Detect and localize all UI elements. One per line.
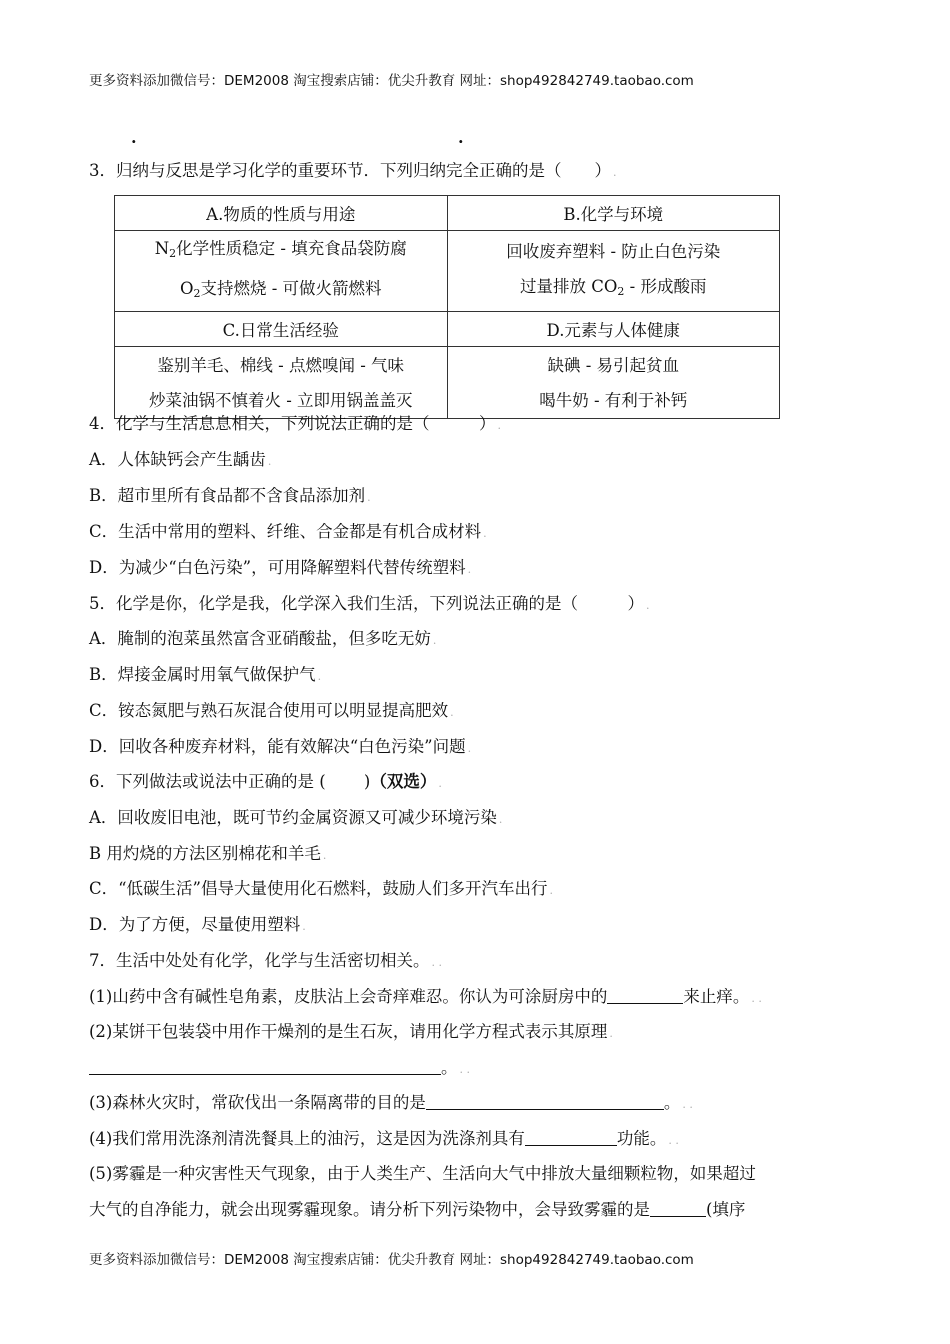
q3-a-line1-post: 化学性质稳定 - 填充食品袋防腐 (176, 239, 407, 258)
q6-option-c-text: C．“低碳生活”倡导大量使用化石燃料，鼓励人们多开汽车出行 (89, 879, 548, 898)
q3-a-line1-pre: N (154, 239, 170, 258)
q5-option-c-text: C．铵态氮肥与熟石灰混合使用可以明显提高肥效 (89, 701, 449, 720)
q7-part-2-end: 。 (441, 1058, 458, 1077)
q4-stem-text: 4．化学与生活息息相关，下列说法正确的是（ ） (89, 414, 496, 433)
q7-part-1-blank[interactable] (607, 987, 683, 1004)
q3-a-line1-sub: 2 (169, 247, 177, 260)
q7-stem-text: 7．生活中处处有化学，化学与生活密切相关。 (89, 951, 430, 970)
q7-part-5-pre: 大气的自净能力，就会出现雾霾现象。请分析下列污染物中，会导致雾霾的是 (89, 1200, 650, 1219)
q3-d-line1: 缺碘 - 易引起贫血 (547, 355, 680, 375)
q3-b-line2-pre: 过量排放 CO (520, 276, 618, 296)
q3-c-line1: 鉴别羊毛、棉线 - 点燃嗅闻 - 气味 (157, 355, 405, 375)
q5-option-c (89, 700, 454, 724)
q5-option-a-text: A．腌制的泡菜虽然富含亚硝酸盐，但多吃无妨 (89, 629, 431, 648)
q7-part-4 (89, 1128, 679, 1152)
q7-part-5-line1: (5)雾霾是一种灾害性天气现象，由于人类生产、生活向大气中排放大量细颗粒物，如果超过 (89, 1164, 756, 1183)
page-header: 更多资料添加微信号：DEM2008 淘宝搜索店铺：优尖升教育 网址：shop492842749.taobao.com (89, 73, 694, 89)
page-footer: 更多资料添加微信号：DEM2008 淘宝搜索店铺：优尖升教育 网址：shop492842749.taobao.com (89, 1252, 694, 1268)
q5-stem-text: 5．化学是你，化学是我，化学深入我们生活，下列说法正确的是（ ） (89, 594, 644, 613)
q4-option-d-text: D．为减少“白色污染”，可用降解塑料代替传统塑料 (89, 558, 466, 577)
paragraph-mark: . (613, 166, 617, 179)
q5-option-d (89, 736, 471, 760)
q3-table (114, 195, 780, 419)
paragraph-mark: . (367, 491, 371, 504)
q4-option-a (89, 449, 271, 473)
q3-b-line2-sub: 2 (617, 284, 625, 298)
q6-option-a-text: A．回收废旧电池，既可节约金属资源又可减少环境污染 (89, 808, 497, 827)
paragraph-mark: . . (459, 1063, 470, 1076)
q3-stem (89, 160, 617, 184)
q3-cell-d-head: D.元素与人体健康 (447, 312, 780, 347)
paragraph-mark: . (450, 706, 454, 719)
dot-mark-left: . (131, 128, 137, 147)
q6-option-a (89, 807, 502, 831)
q7-part-5-post: (填序 (706, 1200, 746, 1219)
q7-part-2-blank[interactable] (89, 1058, 441, 1075)
q7-part-3-blank[interactable] (426, 1093, 664, 1110)
paragraph-mark: . (322, 849, 327, 862)
q4-option-b (89, 485, 371, 509)
q6-option-c (89, 878, 553, 902)
q5-option-b (89, 664, 321, 688)
q5-option-d-text: D．回收各种废弃材料，能有效解决“白色污染”问题 (89, 737, 466, 756)
q3-a-line2 (119, 271, 443, 311)
q7-part-4-pre: (4)我们常用洗涤剂清洗餐具上的油污，这是因为洗涤剂具有 (89, 1129, 525, 1148)
q5-option-b-text: B．焊接金属时用氧气做保护气 (89, 665, 316, 684)
q7-part-3-post: 。 (663, 1093, 681, 1112)
paragraph-mark: . (646, 599, 650, 612)
q3-a-line2-post: 支持燃烧 - 可做火箭燃料 (200, 279, 382, 298)
q5-stem (89, 593, 650, 617)
q4-option-c (89, 521, 487, 545)
q3-cell-b-head: B.化学与环境 (447, 196, 780, 231)
paragraph-mark: . (483, 527, 487, 540)
q7-part-2-answer (89, 1057, 470, 1081)
q3-cell-c-body (115, 347, 448, 419)
q3-b-line1: 回收废弃塑料 - 防止白色污染 (506, 241, 721, 261)
q7-part-2 (89, 1021, 613, 1045)
paragraph-mark: . (498, 813, 503, 826)
q7-part-5-blank[interactable] (650, 1200, 706, 1217)
q3-a-line1 (119, 231, 443, 271)
paragraph-mark: . (438, 777, 442, 790)
paragraph-mark: . (609, 1027, 613, 1040)
q3-cell-a-body (115, 231, 448, 312)
q7-stem (89, 950, 442, 974)
q6-option-b-text: B 用灼烧的方法区别棉花和羊毛 (89, 844, 321, 863)
q7-part-1-post: 来止痒。 (683, 987, 750, 1006)
paragraph-mark: . (497, 419, 501, 432)
q4-option-b-text: B．超市里所有食品都不含食品添加剂 (89, 486, 366, 505)
q6-option-b (89, 843, 326, 867)
q3-stem-text: 3．归纳与反思是学习化学的重要环节．下列归纳完全正确的是（ ） (89, 161, 611, 180)
q6-option-d (89, 914, 306, 938)
q6-option-d-text: D．为了方便，尽量使用塑料 (89, 915, 301, 934)
q3-cell-c-head: C.日常生活经验 (115, 312, 448, 347)
paragraph-mark: . (549, 884, 553, 897)
dot-mark-right: . (458, 128, 464, 147)
paragraph-mark: . (467, 742, 472, 755)
q3-b-line2-post: - 形成酸雨 (624, 276, 707, 296)
q3-cell-b-body (447, 231, 780, 312)
q5-option-a (89, 628, 436, 652)
q7-part-5-line2 (89, 1199, 745, 1221)
paragraph-mark: . (302, 920, 306, 933)
q3-d-line2: 喝牛奶 - 有利于补钙 (539, 390, 688, 410)
paragraph-mark: . (432, 634, 437, 647)
q6-stem (89, 771, 442, 795)
q6-double-select-tag: （双选） (370, 772, 437, 791)
q7-part-3-pre: (3)森林火灾时，常砍伐出一条隔离带的目的是 (89, 1093, 426, 1112)
paragraph-mark: . (267, 455, 272, 468)
q6-stem-text: 6．下列做法或说法中正确的是 ( ) (89, 772, 371, 791)
paragraph-mark: . (317, 670, 322, 683)
q3-b-line2 (452, 269, 776, 309)
q3-cell-d-body (447, 347, 780, 419)
q3-cell-a-head: A.物质的性质与用途 (115, 196, 448, 231)
q7-part-3 (89, 1092, 693, 1116)
q7-part-2-pre: (2)某饼干包装袋中用作干燥剂的是生石灰，请用化学方程式表示其原理 (89, 1022, 608, 1041)
paragraph-mark: . . (668, 1134, 679, 1147)
paragraph-mark: . . (431, 956, 442, 969)
q7-part-4-blank[interactable] (525, 1129, 617, 1146)
paragraph-mark: . . (682, 1098, 693, 1111)
q4-stem (89, 413, 501, 437)
q3-a-line2-sub: 2 (193, 287, 201, 300)
q7-part-1-pre: (1)山药中含有碱性皂角素，皮肤沾上会奇痒难忍。你认为可涂厨房中的 (89, 987, 608, 1006)
paragraph-mark: . . (751, 992, 762, 1005)
q7-part-4-post: 功能。 (616, 1129, 667, 1148)
q3-a-line2-pre: O (179, 279, 194, 298)
q3-c-line2: 炒菜油锅不慎着火 - 立即用锅盖盖灭 (148, 390, 413, 410)
q7-part-1 (89, 986, 762, 1010)
q4-option-c-text: C．生活中常用的塑料、纤维、合金都是有机合成材料 (89, 522, 482, 541)
paragraph-mark: . (467, 563, 472, 576)
q4-option-a-text: A．人体缺钙会产生龋齿 (89, 450, 266, 469)
q4-option-d (89, 557, 471, 581)
